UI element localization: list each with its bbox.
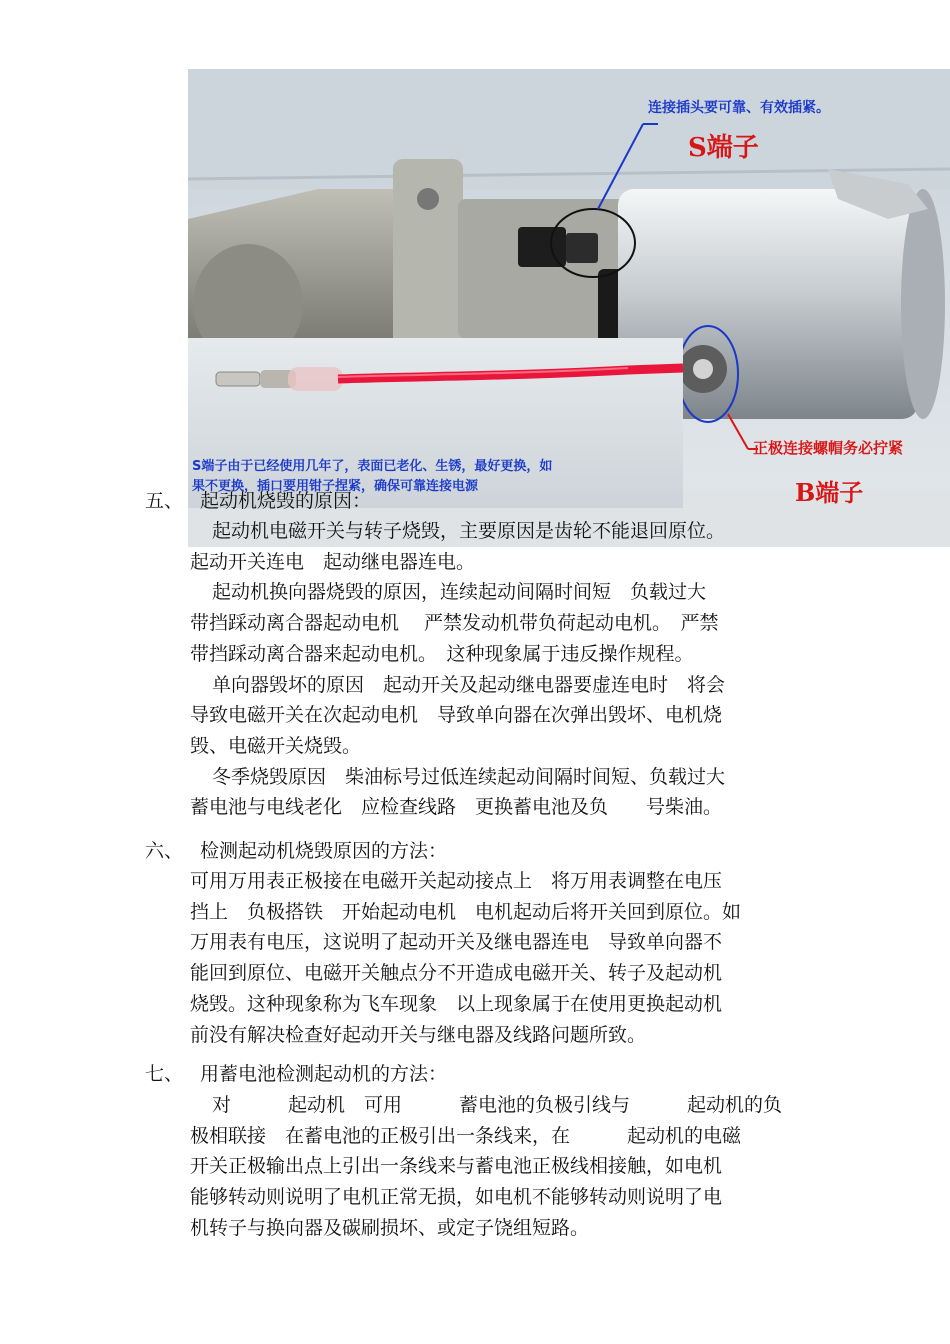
s5-p1-line-1: 起动机电磁开关与转子烧毁，主要原因是齿轮不能退回原位。 (212, 520, 726, 542)
s7-line-2: 极相联接 在蓄电池的正极引出一条线来，在 起动机的电磁 (190, 1124, 742, 1147)
section-7-body (190, 1090, 810, 1244)
connector-callout: 连接插头要可靠、有效插紧。 (648, 100, 830, 116)
inset-note-line-2: 果不更换，插口要用钳子捏紧，确保可靠连接电源 (192, 479, 479, 494)
section-5-number: 五、 (145, 490, 184, 512)
section-5-heading (145, 486, 371, 516)
s6-line-6: 前没有解决检查好起动开关与继电器及线路问题所致。 (190, 1023, 647, 1046)
s6-line-2: 挡上 负极搭铁 开始起动电机 电机起动后将开关回到原位。如 (190, 900, 742, 923)
s5-p2-line-3: 带挡踩动离合器来起动电机。 这种现象属于违反操作规程。 (190, 642, 694, 665)
section-6-number: 六、 (145, 840, 184, 862)
positive-nut-callout: 正极连接螺帽务必拧紧 (753, 439, 904, 457)
s5-p3-line-2: 导致电磁开关在次起动电机 导致单向器在次弹出毁坏、电机烧 (190, 704, 723, 727)
section-7-title: 用蓄电池检测起动机的方法： (200, 1063, 448, 1085)
s5-p4-line-1: 冬季烧毁原因 柴油标号过低连续起动间隔时间短、负载过大 (212, 765, 726, 788)
s5-p2-line-1: 起动机换向器烧毁的原因，连续起动间隔时间短 负载过大 (212, 581, 707, 604)
s-terminal-label: S端子 (688, 133, 759, 163)
s5-p4-line-2: 蓄电池与电线老化 应检查线路 更换蓄电池及负 号柴油。 (190, 796, 723, 819)
s6-line-4: 能回到原位、电磁开关触点分不开造成电磁开关、转子及起动机 (190, 962, 723, 985)
s7-line-4: 能够转动则说明了电机正常无损，如电机不能够转动则说明了电 (190, 1186, 723, 1209)
section-5-body (190, 516, 810, 823)
section-6-title: 检测起动机烧毁原因的方法： (200, 840, 448, 862)
s6-line-3: 万用表有电压，这说明了起动开关及继电器连电 导致单向器不 (190, 931, 723, 954)
s7-line-5: 机转子与换向器及碳刷损坏、或定子饶组短路。 (190, 1216, 590, 1239)
section-7-heading (145, 1059, 447, 1089)
s6-line-5: 烧毁。这种现象称为飞车现象 以上现象属于在使用更换起动机 (190, 992, 723, 1015)
s7-line-1: 对 起动机 可用 蓄电池的负极引线与 起动机的负 (212, 1094, 783, 1116)
s7-line-3: 开关正极输出点上引出一条线来与蓄电池正极线相接触，如电机 (190, 1155, 723, 1178)
section-5-title: 起动机烧毁的原因： (200, 490, 372, 512)
section-7-number: 七、 (145, 1063, 184, 1085)
s5-p1-line-2: 起动开关连电 起动继电器连电。 (190, 550, 476, 573)
section-6-body (190, 866, 810, 1050)
s5-p2-line-2: 带挡踩动离合器起动电机 严禁发动机带负荷起动电机。 严禁 (190, 612, 719, 635)
s-terminal-wire-inset-photo (188, 338, 683, 508)
s5-p3-line-3: 毁、电磁开关烧毁。 (190, 734, 362, 757)
s6-line-1: 可用万用表正极接在电磁开关起动接点上 将万用表调整在电压 (190, 870, 723, 892)
inset-note-line-1: S端子由于已经使用几年了，表面已老化、生锈，最好更换，如 (192, 459, 553, 474)
section-6-heading (145, 836, 447, 866)
s5-p3-line-1: 单向器毁坏的原因 起动开关及起动继电器要虚连电时 将会 (212, 673, 726, 696)
b-terminal-label: B端子 (795, 478, 864, 507)
